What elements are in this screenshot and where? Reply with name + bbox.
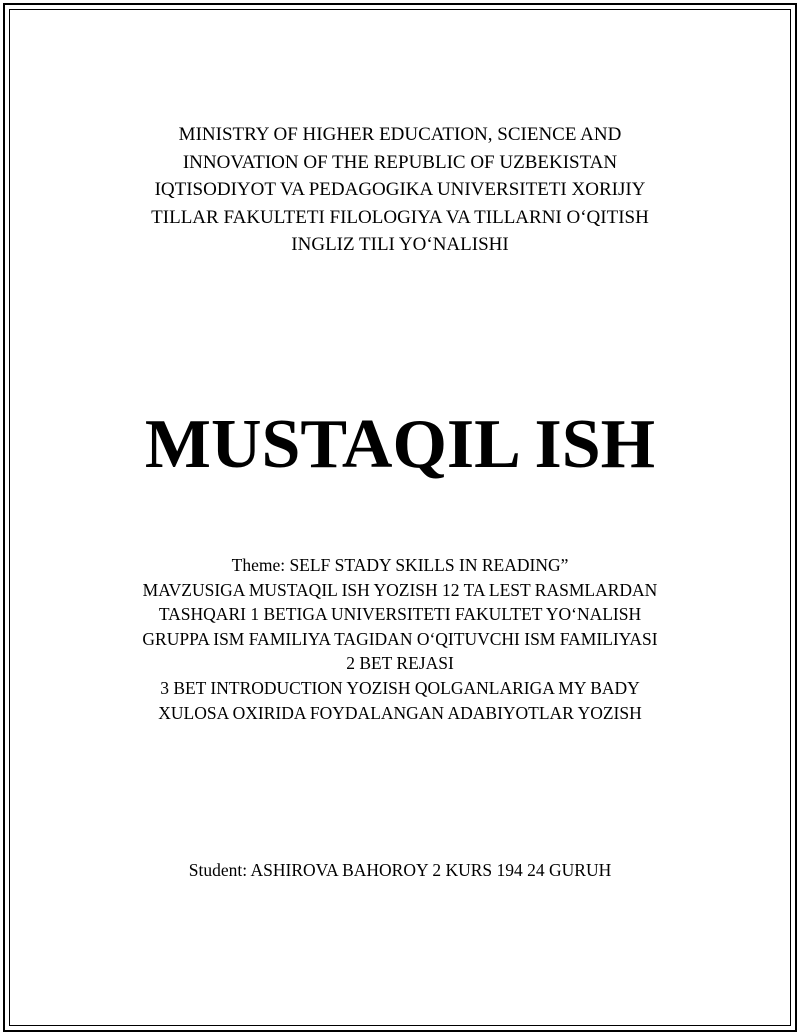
theme-line: TASHQARI 1 BETIGA UNIVERSITETI FAKULTET YO‘NALISH xyxy=(158,604,642,625)
header-line: INNOVATION OF THE REPUBLIC OF UZBEKISTAN xyxy=(182,151,618,173)
student-info: Student: ASHIROVA BAHOROY 2 KURS 194 24 GURUH xyxy=(188,860,612,880)
theme-line: XULOSA OXIRIDA FOYDALANGAN ADABIYOTLAR YOZISH xyxy=(158,702,642,723)
theme-description xyxy=(0,553,800,725)
header-line: TILLAR FAKULTETI FILOLOGIYA VA TILLARNI O‘QITISH xyxy=(151,206,649,228)
header-line: INGLIZ TILI YO‘NALISHI xyxy=(291,234,509,255)
theme-line: MAVZUSIGA MUSTAQIL ISH YOZISH 12 TA LEST RASMLARDAN xyxy=(142,579,658,600)
theme-line: 3 BET INTRODUCTION YOZISH QOLGANLARIGA MY BADY xyxy=(160,677,640,698)
theme-line: 2 BET REJASI xyxy=(346,653,454,674)
institution-header xyxy=(0,121,800,259)
header-line: MINISTRY OF HIGHER EDUCATION, SCIENCE AND xyxy=(178,124,622,145)
header-line: IQTISODIYOT VA PEDAGOGIKA UNIVERSITETI XORIJIY xyxy=(154,179,646,200)
theme-line: Theme: SELF STADY SKILLS IN READING” xyxy=(231,555,569,575)
theme-line: GRUPPA ISM FAMILIYA TAGIDAN O‘QITUVCHI ISM FAMILIYASI xyxy=(142,628,658,649)
document-title: MUSTAQIL ISH xyxy=(144,406,656,483)
